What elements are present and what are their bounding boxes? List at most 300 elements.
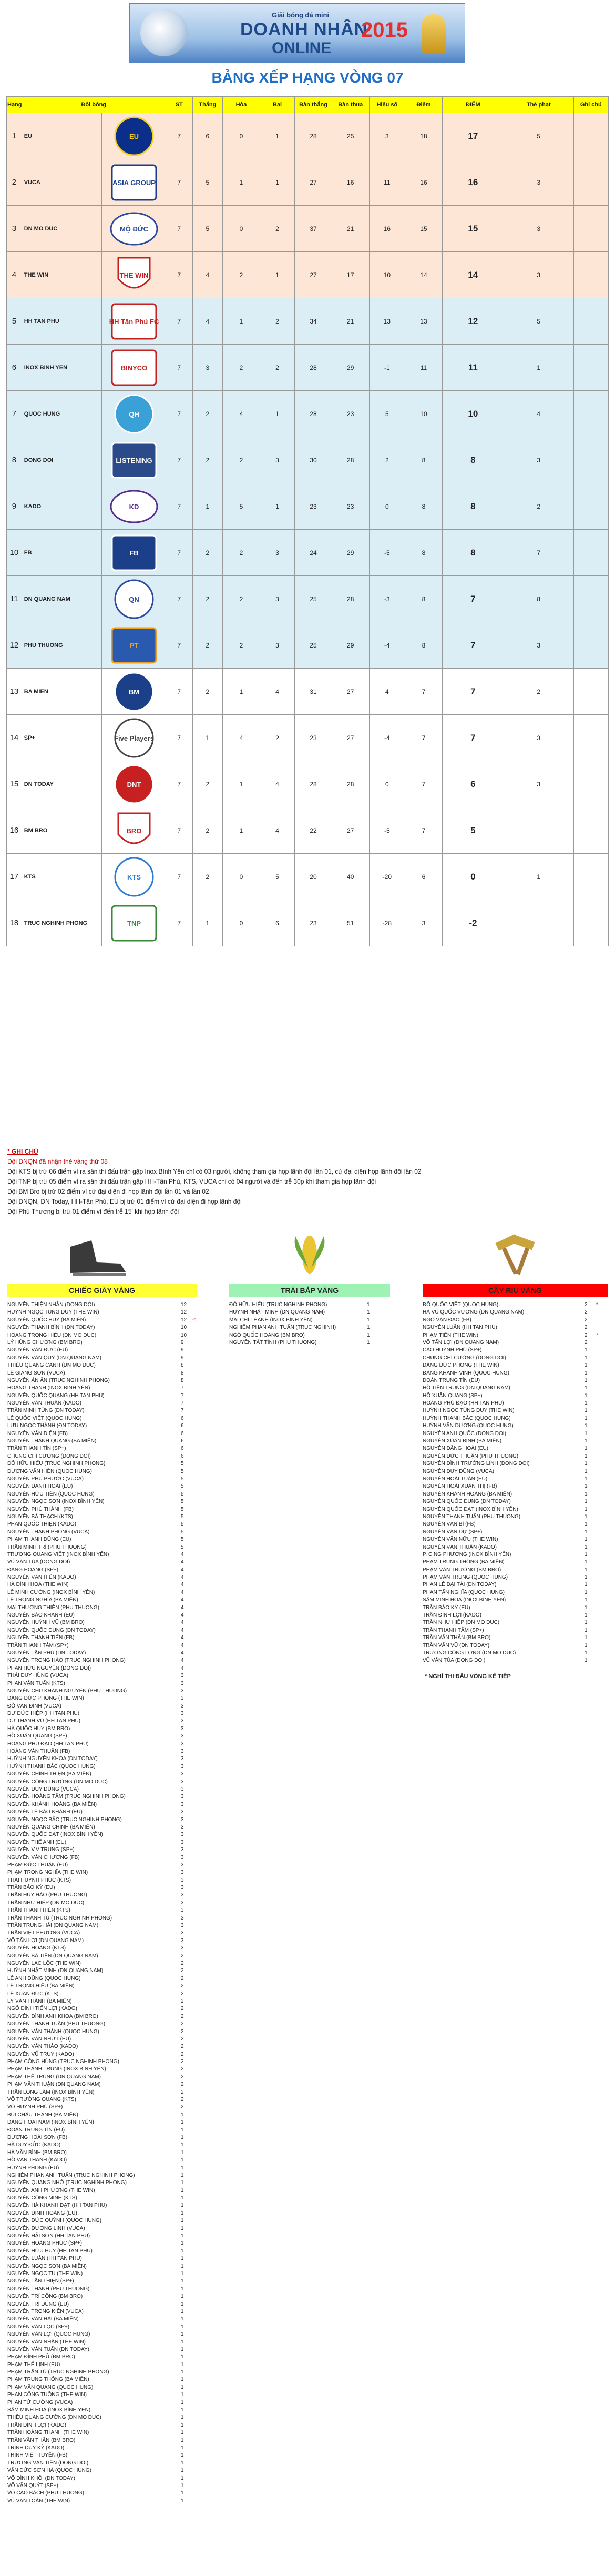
list-item (7, 1339, 197, 1347)
player-name: NGUYỄN VĂN LỘC (SP+) (7, 2324, 70, 2330)
player-name: P. C NG PHƯƠNG (INOX BÌNH YÊN) (423, 1551, 511, 1558)
player-name: HUỲNH NHẬT MINH (DN QUANG NAM) (229, 1309, 325, 1316)
list-item (7, 1755, 197, 1763)
list-item (7, 1960, 197, 1967)
list-item (7, 1801, 197, 1809)
goal-count: 1 (181, 2256, 184, 2262)
player-name: NGUYỄN LẠC LỘC (THE WIN) (7, 1960, 81, 1966)
table-row (7, 854, 609, 900)
player-name: THÁI DUY HÙNG (VUCA) (7, 1673, 68, 1679)
team-name: BM BRO (22, 807, 102, 854)
goal-count: 3 (181, 1824, 184, 1830)
points-cell: 8 (405, 530, 443, 576)
goal-count: 3 (181, 1794, 184, 1800)
draw-cell: 2 (223, 437, 260, 483)
player-name: CHUNG CHÍ CƯỜNG (DONG DOI) (7, 1453, 91, 1459)
list-item (229, 1332, 390, 1339)
cards-cell (504, 900, 573, 946)
boot-icon (7, 1231, 197, 1281)
player-name: ĐỖ QUỐC VIỆT (QUOC HUNG) (423, 1302, 499, 1308)
goal-count: 6 (181, 1453, 184, 1459)
list-item (7, 1430, 197, 1438)
adjusted-points-cell: 8 (442, 483, 504, 530)
goal-count: 9 (181, 1355, 184, 1361)
list-item (7, 2005, 197, 2013)
list-item (423, 1324, 608, 1331)
team-logo-text: KD (129, 502, 139, 511)
team-logo-icon (109, 856, 159, 897)
goal-diff-cell: 0 (369, 761, 405, 807)
standings-table (6, 96, 609, 946)
player-name: LÝ HÙNG CHƯƠNG (BM BRO) (7, 1339, 83, 1346)
goals-for-cell: 31 (295, 669, 332, 715)
goal-count: 3 (181, 1741, 184, 1747)
team-logo-cell (102, 715, 166, 761)
goal-count: 2 (181, 2044, 184, 2050)
goal-count: 1 (181, 2354, 184, 2360)
player-name: PHAN VĂN TUẤN (KTS) (7, 1680, 65, 1686)
goal-count: 1 (585, 1506, 588, 1512)
player-name: NGUYỄN VĂN HẢI (BA MIỀN) (7, 2316, 79, 2322)
goal-count: 1 (585, 1627, 588, 1633)
list-item (7, 2407, 197, 2414)
golden-boot-title: CHIẾC GIÀY VÀNG (7, 1284, 197, 1297)
suspension-note: * NGHỈ THI ĐẤU VÒNG KẾ TIẾP (425, 1673, 511, 1680)
player-name: TRẦN THANH TÂM (SP+) (7, 1642, 69, 1649)
list-item (7, 2308, 197, 2316)
goal-count: 2 (585, 1332, 588, 1338)
goal-count: 3 (181, 1718, 184, 1724)
won-cell: 3 (192, 345, 222, 391)
goal-count: 5 (181, 1521, 184, 1528)
goal-count: 1 (181, 2308, 184, 2315)
player-name: BÙI CHÂU THÀNH (BA MIỀN) (7, 2112, 78, 2118)
list-item (7, 2278, 197, 2285)
player-name: NGUYỄN DƯƠNG LINH (VUCA) (7, 2225, 85, 2231)
team-logo-text: LISTENING (115, 456, 152, 464)
list-item (7, 1786, 197, 1793)
list-item (7, 2058, 197, 2066)
player-name: CAO HUỲNH PHÚ (SP+) (423, 1347, 482, 1353)
goal-count: 8 (181, 1362, 184, 1369)
goal-count: 1 (181, 2437, 184, 2443)
goal-count: 1 (585, 1529, 588, 1535)
goal-diff-cell: -5 (369, 807, 405, 854)
player-name: NGUYỄN VĂN HIỀN (KADO) (7, 1574, 76, 1581)
team-logo-text: BM (128, 688, 139, 696)
list-item (7, 1809, 197, 1816)
goal-count: 1 (367, 1302, 370, 1308)
rank-cell: 9 (7, 483, 22, 530)
goal-count: 1 (585, 1582, 588, 1588)
goal-count: 3 (181, 1832, 184, 1838)
list-item (7, 1937, 197, 1945)
goals-against-cell: 27 (332, 715, 369, 761)
goal-count: 1 (367, 1332, 370, 1338)
lost-cell: 3 (260, 437, 294, 483)
goal-count: 1 (585, 1499, 588, 1505)
goal-count: 2 (181, 2036, 184, 2042)
list-item (7, 1763, 197, 1771)
list-item (423, 1604, 608, 1612)
goal-count: 1 (181, 2119, 184, 2126)
list-item (423, 1559, 608, 1566)
cards-cell: 5 (504, 298, 573, 345)
goal-count: 3 (181, 1816, 184, 1823)
col-goals-for: Bàn thắng (295, 97, 332, 113)
goal-diff-cell: -4 (369, 622, 405, 669)
player-name: NGUYỄN LUÂN (HH TAN PHU) (7, 2256, 82, 2262)
goal-count: 3 (181, 1801, 184, 1807)
player-name: TRẦN HOÀNG THANH (THE WIN) (7, 2430, 89, 2436)
lost-cell: 2 (260, 298, 294, 345)
list-item (423, 1544, 608, 1551)
played-cell: 7 (166, 206, 192, 252)
player-name: NGUYỄN THANH QUANG (BA MIỀN) (7, 1438, 97, 1444)
list-item (423, 1347, 608, 1354)
goal-count: 3 (181, 1854, 184, 1861)
draw-cell: 2 (223, 576, 260, 622)
list-item (7, 2324, 197, 2331)
goal-count: 1 (585, 1461, 588, 1467)
rank-cell: 6 (7, 345, 22, 391)
goal-count: 1 (585, 1430, 588, 1437)
player-name: NGUYỄN VĂN NHỨT (EU) (7, 2036, 71, 2042)
player-name: LÊ XUÂN ĐỨC (KTS) (7, 1991, 59, 1997)
list-item (7, 2391, 197, 2399)
rank-cell: 2 (7, 159, 22, 206)
goal-count: 1 (181, 2203, 184, 2209)
rank-cell: 4 (7, 252, 22, 298)
list-item (7, 2270, 197, 2278)
goal-diff-cell: -1 (369, 345, 405, 391)
list-item (7, 2165, 197, 2172)
notes-cell (573, 159, 608, 206)
list-item (7, 2437, 197, 2444)
points-cell: 18 (405, 113, 443, 159)
player-name: TRẦN BẢO KỲ (EU) (7, 1885, 55, 1891)
goal-count: 1 (585, 1423, 588, 1429)
goal-count: 2 (181, 2051, 184, 2057)
player-name: HOÀNG PHÚ ĐẠO (HH TAN PHU) (423, 1400, 504, 1407)
list-item (7, 1930, 197, 1937)
goal-count: 3 (181, 1756, 184, 1762)
list-item (7, 2074, 197, 2081)
list-item (7, 1907, 197, 1914)
played-cell: 7 (166, 298, 192, 345)
goal-count: 1 (585, 1362, 588, 1369)
team-logo-cell (102, 530, 166, 576)
goal-count: 4 (181, 1620, 184, 1626)
player-name: NGUYỄN HOÀNG PHÚC (SP+) (7, 2240, 82, 2247)
team-name: BA MIEN (22, 669, 102, 715)
goal-count: 7 (181, 1408, 184, 1414)
player-name: VÕ CAO BÁCH (PHU THUONG) (7, 2490, 84, 2497)
player-name: PHẠM TRUNG THÔNG (BA MIỀN) (423, 1559, 505, 1565)
player-name: NGUYỄN ĐỨC THUẬN (PHU THUONG) (423, 1453, 519, 1459)
player-name: PHẠM CÔNG HÙNG (TRUC NGHINH PHONG) (7, 2059, 119, 2065)
player-name: NGUYỄN VĂN BÌ (FB) (423, 1521, 476, 1528)
draw-cell: 5 (223, 483, 260, 530)
player-name: HỒ XUÂN QUANG (SP+) (7, 1733, 67, 1740)
notes-section (7, 1147, 586, 1217)
player-name: NGUYỄN THANH TUẤN (PHU THUONG) (7, 2021, 106, 2027)
list-item (423, 1445, 608, 1452)
goal-count: 4 (181, 1559, 184, 1565)
goal-count: 1 (181, 2444, 184, 2451)
goal-count: 3 (181, 1786, 184, 1792)
list-item (7, 1672, 197, 1680)
extra-mark: * (596, 1302, 598, 1308)
list-item (423, 1339, 608, 1347)
player-name: NGUYỄN VĂN LỢI (QUOC HUNG) (7, 2331, 90, 2338)
team-logo-text: BINYCO (120, 363, 147, 372)
points-cell: 7 (405, 761, 443, 807)
won-cell: 2 (192, 437, 222, 483)
goal-count: 1 (181, 2498, 184, 2504)
team-name: HH TAN PHU (22, 298, 102, 345)
table-header-row (7, 97, 609, 113)
list-item (7, 1536, 197, 1543)
list-item (7, 2157, 197, 2164)
list-item (423, 1589, 608, 1597)
team-logo-cell (102, 391, 166, 437)
draw-cell: 1 (223, 159, 260, 206)
points-cell: 16 (405, 159, 443, 206)
list-item (7, 1597, 197, 1604)
player-name: HOÀNG PHÚ ĐẠO (HH TAN PHU) (7, 1741, 89, 1747)
list-item (7, 1748, 197, 1755)
list-item (7, 2353, 197, 2361)
goal-count: 3 (181, 1688, 184, 1694)
lost-cell: 4 (260, 807, 294, 854)
goal-count: 2 (181, 2089, 184, 2095)
list-item (7, 2172, 197, 2179)
player-name: NGUYỄN HOÀI XUÂN THỊ (FB) (423, 1483, 497, 1490)
table-row (7, 252, 609, 298)
goal-count: 3 (181, 1703, 184, 1709)
list-item (7, 2089, 197, 2096)
cards-cell: 3 (504, 715, 573, 761)
goal-count: 4 (181, 1567, 184, 1573)
player-name: LÝ VĂN THÀNH (BA MIỀN) (7, 1998, 72, 2004)
list-item (7, 2255, 197, 2262)
player-name: LƯU NGỌC THÀNH (ĐN TODAY) (7, 1423, 87, 1429)
goal-count: 3 (181, 1809, 184, 1815)
goal-count: 1 (585, 1574, 588, 1581)
goal-count: 1 (585, 1446, 588, 1452)
played-cell: 7 (166, 252, 192, 298)
goal-count: 1 (181, 2286, 184, 2292)
player-name: TRẦN NHƯ HIỆP (DN MO DUC) (423, 1620, 500, 1626)
played-cell: 7 (166, 159, 192, 206)
list-item (7, 1407, 197, 1415)
goal-count: 3 (181, 1930, 184, 1936)
list-item (7, 2036, 197, 2043)
goal-count: 10 (181, 1325, 187, 1331)
goal-count: 4 (181, 1627, 184, 1633)
team-logo-icon (109, 393, 159, 435)
team-logo-cell (102, 159, 166, 206)
player-name: VĂN ĐỨC SƠN HÀ (QUOC HUNG) (7, 2468, 91, 2474)
list-item (423, 1581, 608, 1589)
player-name: NGUYỄN THANH TIẾN (FB) (7, 1635, 75, 1641)
won-cell: 4 (192, 252, 222, 298)
goal-count: 2 (181, 1960, 184, 1966)
goal-count: 4 (181, 1635, 184, 1641)
table-row (7, 206, 609, 252)
list-item (7, 2331, 197, 2338)
goal-count: 3 (181, 1923, 184, 1929)
list-item (7, 2028, 197, 2036)
player-name: HOÀNG TRỌNG HIẾU (DN MO DUC) (7, 1332, 97, 1338)
list-item (7, 1725, 197, 1733)
list-item (7, 2210, 197, 2217)
played-cell: 7 (166, 900, 192, 946)
goal-count: 1 (181, 2278, 184, 2285)
player-name: NGUYỄN CÔNG TRƯỜNG (DN MO DUC) (7, 1779, 108, 1785)
goal-count: 1 (181, 2475, 184, 2481)
team-logo-cell (102, 807, 166, 854)
list-item (423, 1392, 608, 1400)
list-item (7, 1483, 197, 1490)
player-name: ĐẶNG HOÀI NAM (INOX BÌNH YÊN) (7, 2119, 94, 2126)
goal-count: 3 (181, 1711, 184, 1717)
player-name: VŨ VĂN TOẢN (THE WIN) (7, 2498, 70, 2504)
list-item (229, 1309, 390, 1316)
player-name: NGUYỄN CHÍNH THIỆN (BA MIỀN) (7, 1771, 91, 1777)
player-name: NGUYỄN DUY DŨNG (VUCA) (423, 1468, 494, 1474)
list-item (7, 1665, 197, 1672)
list-item (7, 1831, 197, 1838)
table-row (7, 530, 609, 576)
goal-count: 9 (181, 1339, 184, 1346)
list-item (229, 1317, 390, 1324)
player-name: NGUYỄN CHU KHÁNH NGUYÊN (PHU THUONG) (7, 1688, 127, 1694)
list-item (423, 1513, 608, 1521)
goal-count: 1 (585, 1597, 588, 1603)
goals-for-cell: 37 (295, 206, 332, 252)
notes-cell (573, 900, 608, 946)
list-item (7, 1884, 197, 1892)
adjusted-points-cell: 7 (442, 622, 504, 669)
lost-cell: 3 (260, 622, 294, 669)
won-cell: 1 (192, 900, 222, 946)
cards-cell: 7 (504, 530, 573, 576)
team-logo-icon (109, 347, 159, 388)
draw-cell: 4 (223, 391, 260, 437)
list-item (7, 1438, 197, 1445)
player-name: PHAN HỮU NGUYÊN (DONG DOI) (7, 1665, 91, 1671)
list-item (7, 1983, 197, 1990)
goal-count: 1 (181, 2377, 184, 2383)
player-name: NGUYỄN HẢI SƠN (HH TAN PHU) (7, 2233, 90, 2239)
goals-against-cell: 21 (332, 206, 369, 252)
player-name: NGUYỄN HỮU TIẾN (QUOC HUNG) (7, 1491, 95, 1497)
lost-cell: 1 (260, 483, 294, 530)
goal-count: 8 (181, 1370, 184, 1376)
player-name: NGUYỄN NGỌC TU (THE WIN) (7, 2271, 83, 2277)
col-cards: Thẻ phạt (504, 97, 573, 113)
goal-count: 3 (181, 1862, 184, 1868)
goal-count: 5 (181, 1468, 184, 1474)
list-item (423, 1483, 608, 1490)
goal-count: 1 (585, 1513, 588, 1520)
list-item (7, 1967, 197, 1975)
won-cell: 2 (192, 576, 222, 622)
goal-count: 1 (181, 2369, 184, 2376)
player-name: NGUYỄN VĂN NỮU (THE WIN) (423, 1537, 498, 1543)
goal-count: 1 (181, 2157, 184, 2164)
hammer-icon (423, 1231, 608, 1281)
played-cell: 7 (166, 669, 192, 715)
cards-cell: 2 (504, 483, 573, 530)
goal-count: 1 (181, 2127, 184, 2133)
list-item (7, 1544, 197, 1551)
cards-cell: 3 (504, 206, 573, 252)
team-name: DONG DOI (22, 437, 102, 483)
won-cell: 2 (192, 622, 222, 669)
goal-count: 1 (585, 1559, 588, 1565)
cards-cell: 1 (504, 854, 573, 900)
goal-count: 8 (181, 1377, 184, 1383)
notes-cell (573, 669, 608, 715)
list-item (423, 1536, 608, 1543)
team-name: DN QUANG NAM (22, 576, 102, 622)
player-name: TRẦN ĐÌNH LỢI (KADO) (7, 2422, 66, 2428)
col-won: Thắng (192, 97, 222, 113)
points-cell: 6 (405, 854, 443, 900)
player-name: HÀ QUỐC HUY (BM BRO) (7, 1725, 70, 1732)
notes-cell (573, 854, 608, 900)
goals-against-cell: 16 (332, 159, 369, 206)
player-name: SẨM MINH HOÀ (INOX BÌNH YÊN) (423, 1597, 506, 1603)
list-item (7, 2286, 197, 2293)
player-name: NGUYỄN TRỌNG KIÊN (VUCA) (7, 2308, 84, 2315)
team-logo-cell (102, 113, 166, 159)
won-cell: 2 (192, 669, 222, 715)
banner-year: 2015 (361, 18, 408, 42)
goal-count: 3 (181, 1779, 184, 1785)
rank-cell: 13 (7, 669, 22, 715)
goal-count: 2 (181, 2074, 184, 2080)
list-item (423, 1355, 608, 1362)
points-cell: 8 (405, 622, 443, 669)
goal-diff-cell: -20 (369, 854, 405, 900)
team-logo-text: DNT (127, 780, 141, 789)
list-item (7, 1604, 197, 1612)
notes-heading: * GHI CHÚ (7, 1148, 38, 1155)
draw-cell: 1 (223, 761, 260, 807)
goal-count: 1 (181, 2407, 184, 2413)
player-name: HUỲNH PHONG (EU) (7, 2165, 59, 2171)
player-name: VÕ VĂN QUÝT (SP+) (7, 2482, 58, 2489)
goal-diff-cell: -4 (369, 715, 405, 761)
golden-hammer-title: CÂY RÌU VÀNG (423, 1284, 608, 1297)
notes-cell (573, 576, 608, 622)
goal-count: 5 (181, 1506, 184, 1512)
player-name: PHẠM THẾ LỊNH (EU) (7, 2361, 60, 2368)
list-item (229, 1339, 390, 1347)
goal-count: 2 (181, 1975, 184, 1982)
list-item (7, 1612, 197, 1619)
player-name: PHẠM ĐÌNH PHÚ (BM BRO) (7, 2354, 75, 2360)
list-item (7, 2498, 197, 2505)
goals-for-cell: 20 (295, 854, 332, 900)
lost-cell: 3 (260, 576, 294, 622)
goal-count: 1 (585, 1468, 588, 1474)
goal-count: 1 (181, 2468, 184, 2474)
